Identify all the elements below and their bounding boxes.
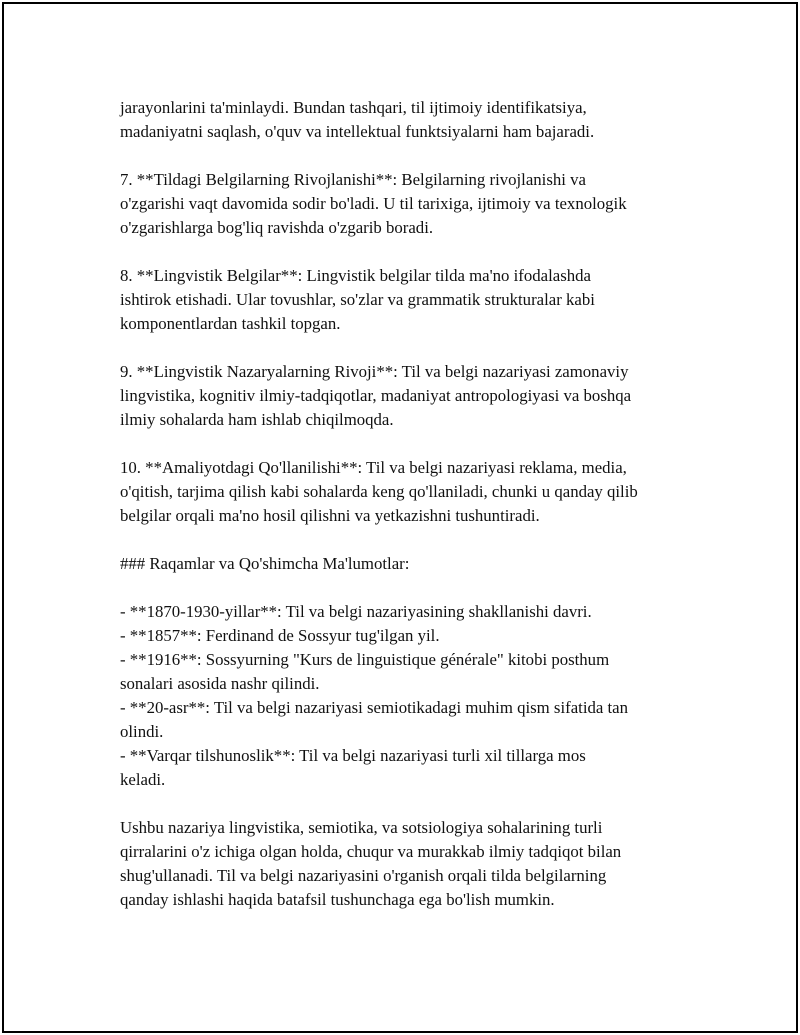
text-line: ilmiy sohalarda ham ishlab chiqilmoqda. bbox=[120, 410, 394, 429]
list-item: - **Varqar tilshunoslik**: Til va belgi nazariyasi turli xil tillarga mos bbox=[120, 746, 586, 765]
paragraph-intro-continuation bbox=[120, 96, 720, 144]
list-item-continuation: keladi. bbox=[120, 770, 166, 789]
page-frame bbox=[2, 2, 798, 1033]
document-body bbox=[120, 96, 720, 936]
paragraph-item-8 bbox=[120, 264, 720, 336]
text-line: madaniyatni saqlash, o'quv va intellektual funktsiyalarni ham bajaradi. bbox=[120, 122, 595, 141]
text-line: o'zgarishi vaqt davomida sodir bo'ladi. U til tarixiga, ijtimoiy va texnologik bbox=[120, 194, 627, 213]
paragraph-conclusion bbox=[120, 816, 720, 912]
text-line: 9. **Lingvistik Nazaryalarning Rivoji**: Til va belgi nazariyasi zamonaviy bbox=[120, 362, 629, 381]
text-line: belgilar orqali ma'no hosil qilishni va yetkazishni tushuntiradi. bbox=[120, 506, 540, 525]
text-line: ishtirok etishadi. Ular tovushlar, so'zlar va grammatik strukturalar kabi bbox=[120, 290, 595, 309]
text-line: qirralarini o'z ichiga olgan holda, chuqur va murakkab ilmiy tadqiqot bilan bbox=[120, 842, 622, 861]
list-item: - **1870-1930-yillar**: Til va belgi nazariyasining shakllanishi davri. bbox=[120, 602, 592, 621]
heading-line: ### Raqamlar va Qo'shimcha Ma'lumotlar: bbox=[120, 554, 410, 573]
bullet-list bbox=[120, 600, 720, 792]
text-line: 10. **Amaliyotdagi Qo'llanilishi**: Til va belgi nazariyasi reklama, media, bbox=[120, 458, 627, 477]
text-line: 8. **Lingvistik Belgilar**: Lingvistik belgilar tilda ma'no ifodalashda bbox=[120, 266, 591, 285]
list-item-continuation: olindi. bbox=[120, 722, 164, 741]
list-item: - **1916**: Sossyurning "Kurs de linguistique générale" kitobi posthum bbox=[120, 650, 610, 669]
text-line: shug'ullanadi. Til va belgi nazariyasini o'rganish orqali tilda belgilarning bbox=[120, 866, 607, 885]
text-line: komponentlardan tashkil topgan. bbox=[120, 314, 341, 333]
list-item: - **20-asr**: Til va belgi nazariyasi semiotikadagi muhim qism sifatida tan bbox=[120, 698, 629, 717]
text-line: o'zgarishlarga bog'liq ravishda o'zgarib boradi. bbox=[120, 218, 434, 237]
text-line: o'qitish, tarjima qilish kabi sohalarda keng qo'llaniladi, chunki u qanday qilib bbox=[120, 482, 638, 501]
section-heading bbox=[120, 552, 720, 576]
text-line: Ushbu nazariya lingvistika, semiotika, va sotsiologiya sohalarining turli bbox=[120, 818, 603, 837]
paragraph-item-10 bbox=[120, 456, 720, 528]
list-item-continuation: sonalari asosida nashr qilindi. bbox=[120, 674, 320, 693]
text-line: lingvistika, kognitiv ilmiy-tadqiqotlar, madaniyat antropologiyasi va boshqa bbox=[120, 386, 632, 405]
paragraph-item-9 bbox=[120, 360, 720, 432]
paragraph-item-7 bbox=[120, 168, 720, 240]
text-line: qanday ishlashi haqida batafsil tushunchaga ega bo'lish mumkin. bbox=[120, 890, 555, 909]
list-item: - **1857**: Ferdinand de Sossyur tug'ilgan yil. bbox=[120, 626, 440, 645]
text-line: jarayonlarini ta'minlaydi. Bundan tashqari, til ijtimoiy identifikatsiya, bbox=[120, 98, 587, 117]
text-line: 7. **Tildagi Belgilarning Rivojlanishi**: Belgilarning rivojlanishi va bbox=[120, 170, 586, 189]
